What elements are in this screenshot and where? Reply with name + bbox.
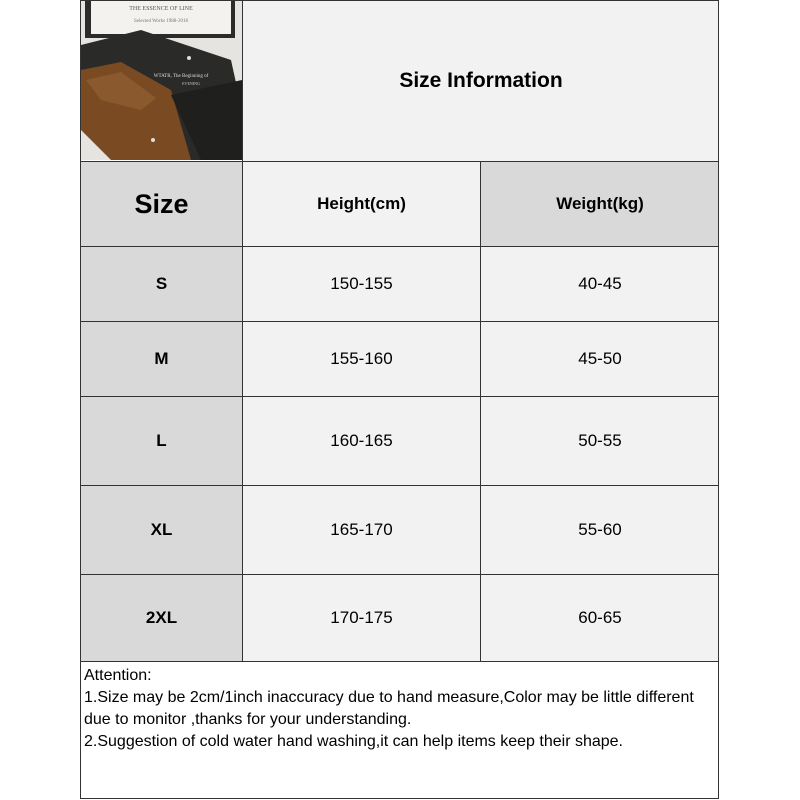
size-label: 2XL — [145, 608, 178, 627]
height-value: 170-175 — [330, 608, 393, 627]
header-size: Size — [134, 188, 189, 219]
size-label: M — [154, 349, 169, 368]
weight-cell — [481, 247, 719, 321]
attention-line-2: 2.Suggestion of cold water hand washing,it can help items keep their shape. — [84, 733, 623, 750]
header-height: Height(cm) — [317, 194, 406, 213]
attention-notes — [84, 665, 714, 753]
photo-label-top: THE ESSENCE OF LINE — [129, 6, 193, 12]
grid-line — [718, 0, 719, 799]
height-value: 155-160 — [330, 349, 393, 368]
grid-line — [80, 246, 719, 247]
weight-value: 40-45 — [578, 274, 622, 293]
size-cell — [81, 397, 242, 485]
height-cell — [243, 575, 480, 661]
size-label: S — [155, 274, 168, 293]
weight-cell — [481, 397, 719, 485]
photo-label-sub: Selected Works 1988-2018 — [134, 19, 188, 24]
size-cell — [81, 322, 242, 396]
height-cell — [243, 322, 480, 396]
height-cell — [243, 397, 480, 485]
weight-value: 45-50 — [578, 349, 622, 368]
size-cell — [81, 575, 242, 661]
photo-label-mid2: EVENING — [182, 81, 200, 86]
grid-line — [80, 798, 719, 799]
header-size-cell — [81, 162, 242, 246]
grid-line — [80, 0, 81, 799]
grid-line — [80, 574, 719, 575]
page-title: Size Information — [399, 69, 563, 92]
attention-heading: Attention: — [84, 667, 152, 684]
weight-cell — [481, 575, 719, 661]
height-cell — [243, 247, 480, 321]
grid-line — [80, 0, 719, 1]
weight-value: 60-65 — [578, 608, 622, 627]
grid-line — [480, 161, 481, 662]
product-photo-graphic — [81, 0, 242, 160]
height-value: 165-170 — [330, 520, 393, 539]
grid-line — [80, 661, 719, 662]
size-cell — [81, 486, 242, 574]
weight-value: 50-55 — [578, 431, 622, 450]
header-weight: Weight(kg) — [556, 194, 644, 213]
height-value: 160-165 — [330, 431, 393, 450]
title-cell — [243, 1, 719, 161]
attention-line-1: 1.Size may be 2cm/1inch inaccuracy due to hand measure,Color may be little different due to monitor ,thanks for your understanding. — [84, 689, 694, 728]
weight-value: 55-60 — [578, 520, 622, 539]
size-label: XL — [150, 520, 173, 539]
height-value: 150-155 — [330, 274, 393, 293]
grid-line — [80, 161, 719, 162]
grid-line — [80, 485, 719, 486]
size-cell — [81, 247, 242, 321]
header-height-cell — [243, 162, 480, 246]
grid-line — [80, 321, 719, 322]
photo-label-mid: WTATR, The Beginning of — [153, 74, 209, 79]
header-weight-cell — [481, 162, 719, 246]
height-cell — [243, 486, 480, 574]
grid-line — [242, 0, 243, 662]
weight-cell — [481, 322, 719, 396]
product-photo — [81, 0, 242, 160]
weight-cell — [481, 486, 719, 574]
size-label: L — [156, 431, 167, 450]
grid-line — [80, 396, 719, 397]
